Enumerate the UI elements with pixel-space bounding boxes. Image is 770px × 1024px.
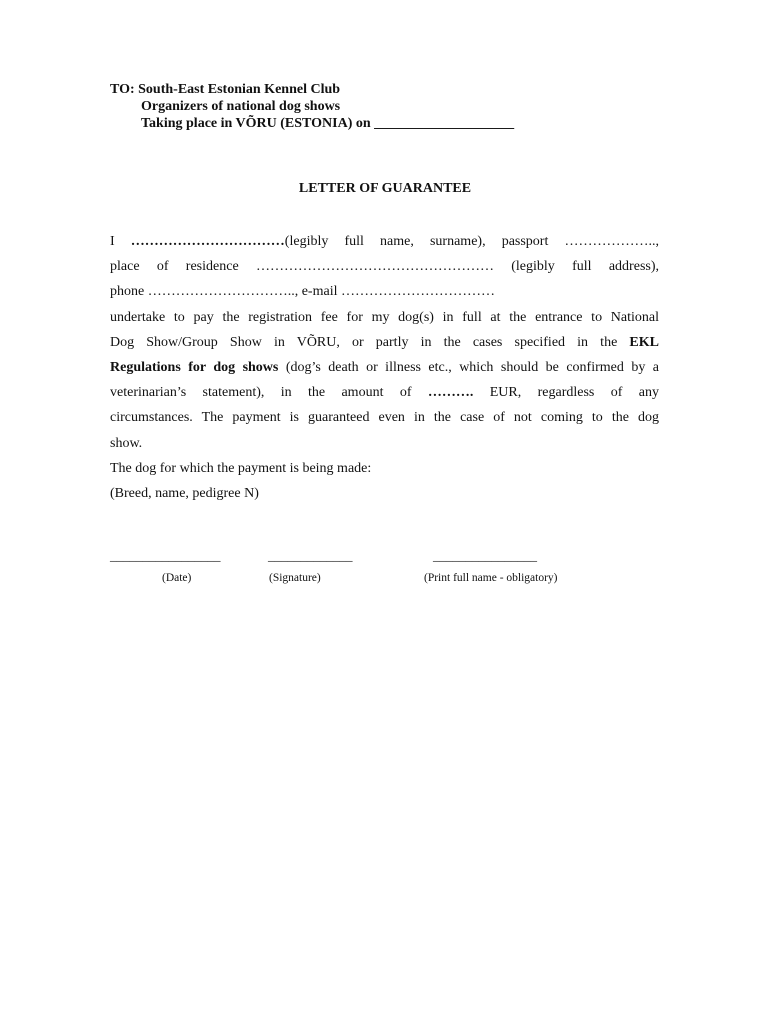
date-label: (Date): [162, 572, 192, 584]
taking-place-line: Taking place in VÕRU (ESTONIA) on ____________________: [141, 116, 515, 131]
signature-label: (Signature): [269, 572, 321, 584]
addressee-block: [110, 81, 514, 132]
body-line-11: (Breed, name, pedigree N): [110, 486, 259, 502]
name-passport-text: (legibly full name, surname), passport ………………..,: [284, 234, 659, 249]
body-line-5-text: Dog Show/Group Show in VÕRU, or partly in the cases specified in the: [110, 334, 630, 350]
signature-blank-line: _____________: [268, 548, 353, 563]
organizers-line: Organizers of national dog shows: [141, 99, 341, 114]
body-line-7-text-b: EUR, regardless of any: [473, 385, 659, 401]
body-line-7-text-a: veterinarian’s statement), in the amount of: [110, 385, 428, 401]
regulations-bold: Regulations for dog shows: [110, 360, 279, 376]
document-title: [0, 181, 770, 197]
document-title-text: LETTER OF GUARANTEE: [298, 181, 472, 196]
body-line-7: [110, 380, 659, 405]
body-line-8: circumstances. The payment is guaranteed even in the case of not coming to the dog: [110, 410, 659, 426]
print-name-label: (Print full name - obligatory): [424, 572, 558, 584]
pronoun-i: I: [110, 234, 131, 249]
body-line-6: [110, 355, 659, 380]
signature-lines: [0, 548, 770, 568]
to-line: TO: South-East Estonian Kennel Club: [110, 82, 341, 97]
body-line-9: show.: [110, 435, 143, 451]
name-blank: ……………………………: [130, 234, 285, 249]
body-line-1: [110, 229, 659, 254]
body-line-2: place of residence …………………………………………… (legibly full address),: [110, 259, 659, 275]
body-line-4: undertake to pay the registration fee for my dog(s) in full at the entrance to National: [110, 309, 659, 325]
amount-blank: ……….: [427, 385, 474, 401]
date-blank-line: _________________: [110, 548, 221, 563]
name-blank-line: ________________: [433, 548, 537, 563]
letter-body: [110, 229, 659, 506]
ekl-bold: EKL: [629, 334, 659, 350]
body-line-5: [110, 330, 659, 355]
body-line-3: phone ………………………….., e-mail ……………………………: [110, 284, 495, 300]
body-line-10: The dog for which the payment is being made:: [110, 460, 372, 476]
body-line-6-text: (dog’s death or illness etc., which should be confirmed by a: [278, 360, 659, 376]
